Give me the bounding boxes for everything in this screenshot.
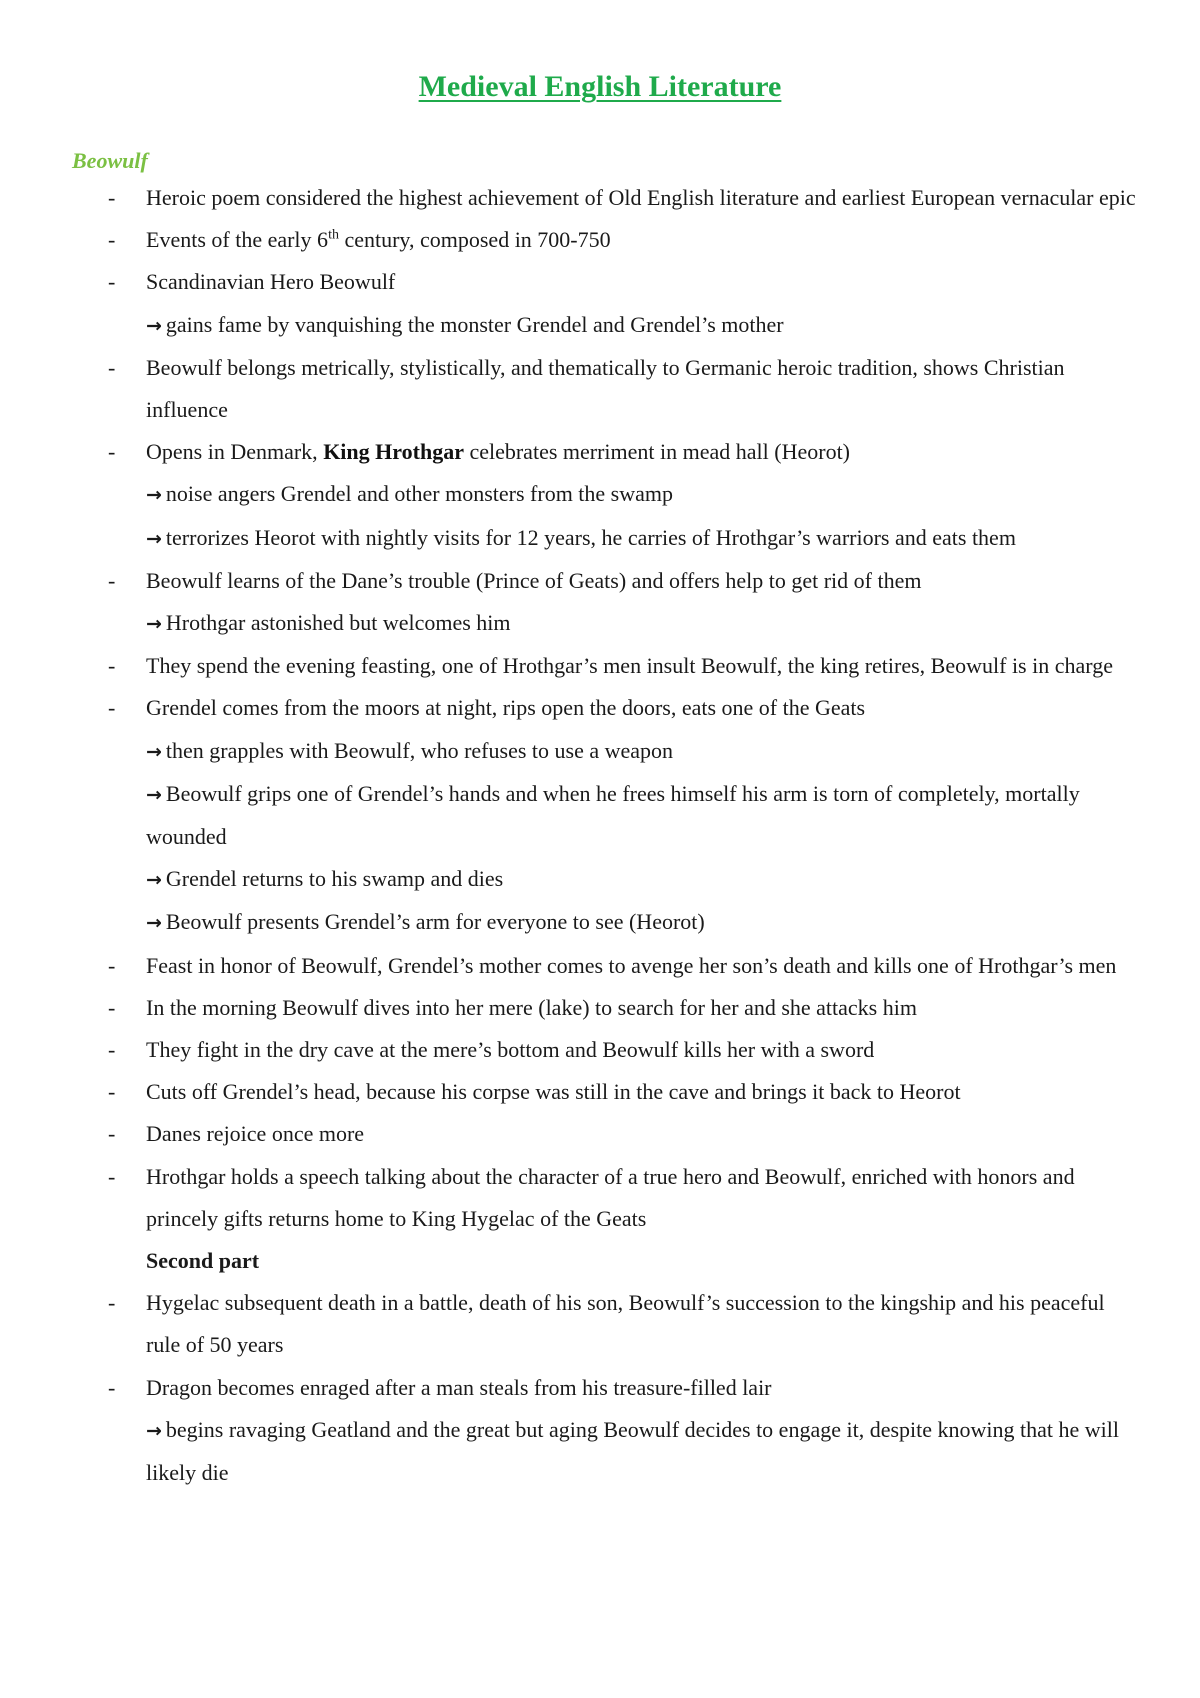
bullet-item [72, 645, 1142, 687]
bullet-item [72, 177, 1142, 219]
arrow-item-text: Hrothgar astonished but welcomes him [165, 610, 511, 636]
bullet-item-text: Scandinavian Hero Beowulf [146, 269, 396, 295]
arrow-item-text: Beowulf presents Grendel’s arm for everyone to see (Heorot) [165, 909, 705, 935]
document-body [72, 177, 1142, 1494]
bullet-dash: - [108, 567, 116, 593]
arrow-item-text: noise angers Grendel and other monsters from the swamp [165, 481, 674, 507]
bullet-dash: - [108, 1079, 116, 1105]
bullet-item [72, 219, 1142, 261]
arrow-item [72, 473, 1142, 516]
bullet-item [72, 560, 1142, 602]
arrow-item-text: Beowulf grips one of Grendel’s hands and when he frees himself his arm is torn of completely, mortally wounded [146, 780, 1080, 850]
arrow-icon: → [146, 1419, 162, 1442]
bullet-item [72, 987, 1142, 1029]
document-title: Medieval English Literature [418, 70, 782, 103]
arrow-icon: → [146, 869, 162, 892]
subsection-heading: Second part [146, 1248, 260, 1274]
arrow-item [72, 858, 1142, 901]
bullet-item [72, 1156, 1142, 1240]
section-heading: Beowulf [72, 148, 148, 173]
arrow-item [72, 517, 1142, 560]
text-segment: century, composed in 700-750 [338, 227, 611, 253]
bullet-dash: - [108, 269, 116, 295]
arrow-icon: → [146, 912, 162, 935]
bullet-item-text: Grendel comes from the moors at night, rips open the doors, eats one of the Geats [146, 695, 866, 721]
bullet-item [72, 687, 1142, 729]
bullet-dash: - [108, 185, 116, 210]
bullet-item-text: They fight in the dry cave at the mere’s bottom and Beowulf kills her with a sword [146, 1037, 875, 1063]
bullet-item-text: In the morning Beowulf dives into her mere (lake) to search for her and she attacks him [146, 994, 917, 1020]
bullet-item-text: Danes rejoice once more [146, 1121, 365, 1147]
arrow-item-text: then grapples with Beowulf, who refuses to use a weapon [165, 737, 674, 763]
bullet-item [72, 431, 1142, 473]
bullet-item [72, 1367, 1142, 1409]
bullet-item [72, 347, 1142, 431]
bullet-item [72, 1071, 1142, 1113]
arrow-item-text: gains fame by vanquishing the monster Grendel and Grendel’s mother [165, 311, 784, 337]
bullet-item [72, 945, 1142, 987]
bullet-dash: - [108, 227, 116, 253]
arrow-item [72, 602, 1142, 645]
bullet-item-text: Beowulf belongs metrically, stylistically, and thematically to Germanic heroic tradition, shows Christian influence [146, 354, 1065, 423]
arrow-icon: → [146, 613, 162, 636]
bullet-item-text: Feast in honor of Beowulf, Grendel’s mother comes to avenge her son’s death and kills one of Hrothgar’s men [146, 952, 1117, 978]
bullet-item-text: Heroic poem considered the highest achievement of Old English literature and earliest European vernacular epic [146, 185, 1136, 210]
arrow-icon: → [146, 527, 162, 550]
bullet-dash: - [108, 653, 116, 679]
arrow-icon: → [146, 484, 162, 507]
bullet-dash: - [108, 994, 116, 1020]
bullet-item [72, 1282, 1142, 1366]
arrow-item [72, 773, 1142, 858]
text-segment: Opens in Denmark, [146, 439, 324, 465]
ordinal-suffix: th [328, 227, 339, 243]
bullet-item-text: Cuts off Grendel’s head, because his corpse was still in the cave and brings it back to Heorot [146, 1079, 961, 1105]
bullet-dash: - [108, 1374, 116, 1400]
arrow-item [72, 901, 1142, 944]
bullet-dash: - [108, 439, 116, 465]
arrow-item [72, 1409, 1142, 1494]
arrow-icon: → [146, 314, 162, 337]
bullet-item-text [146, 219, 1142, 261]
bullet-dash: - [108, 1163, 116, 1189]
bullet-dash: - [108, 1037, 116, 1063]
bullet-dash: - [108, 695, 116, 721]
bullet-dash: - [108, 354, 116, 380]
arrow-icon: → [146, 740, 162, 763]
bullet-dash: - [108, 952, 116, 978]
bullet-item-text: Hrothgar holds a speech talking about the character of a true hero and Beowulf, enriched with honors and princely gifts returns home to King Hygelac of the Geats [146, 1163, 1075, 1231]
arrow-item [72, 304, 1142, 347]
bullet-item-text [146, 431, 1142, 473]
bold-keyword: King Hrothgar [323, 439, 464, 465]
bullet-item-text: Hygelac subsequent death in a battle, death of his son, Beowulf’s succession to the kingship and his peaceful rule of 50 years [146, 1290, 1105, 1358]
bullet-dash: - [108, 1121, 116, 1147]
bullet-item-text: They spend the evening feasting, one of Hrothgar’s men insult Beowulf, the king retires, Beowulf is in charge [146, 653, 1113, 679]
text-segment: Events of the early 6 [146, 227, 329, 253]
bullet-item-text: Dragon becomes enraged after a man steals from his treasure-filled lair [146, 1374, 772, 1400]
arrow-item [72, 730, 1142, 773]
bullet-item [72, 1113, 1142, 1155]
bullet-item-text: Beowulf learns of the Dane’s trouble (Prince of Geats) and offers help to get rid of them [146, 567, 922, 593]
text-segment: celebrates merriment in mead hall (Heorot) [463, 439, 851, 465]
arrow-item-text: terrorizes Heorot with nightly visits for 12 years, he carries of Hrothgar’s warriors and eats them [165, 524, 1016, 550]
arrow-icon: → [146, 783, 162, 806]
bullet-item [72, 261, 1142, 303]
arrow-item-text: Grendel returns to his swamp and dies [165, 866, 504, 892]
bullet-item [72, 1029, 1142, 1071]
bullet-dash: - [108, 1290, 116, 1316]
arrow-item-text: begins ravaging Geatland and the great but aging Beowulf decides to engage it, despite knowing that he will likely die [146, 1416, 1119, 1486]
